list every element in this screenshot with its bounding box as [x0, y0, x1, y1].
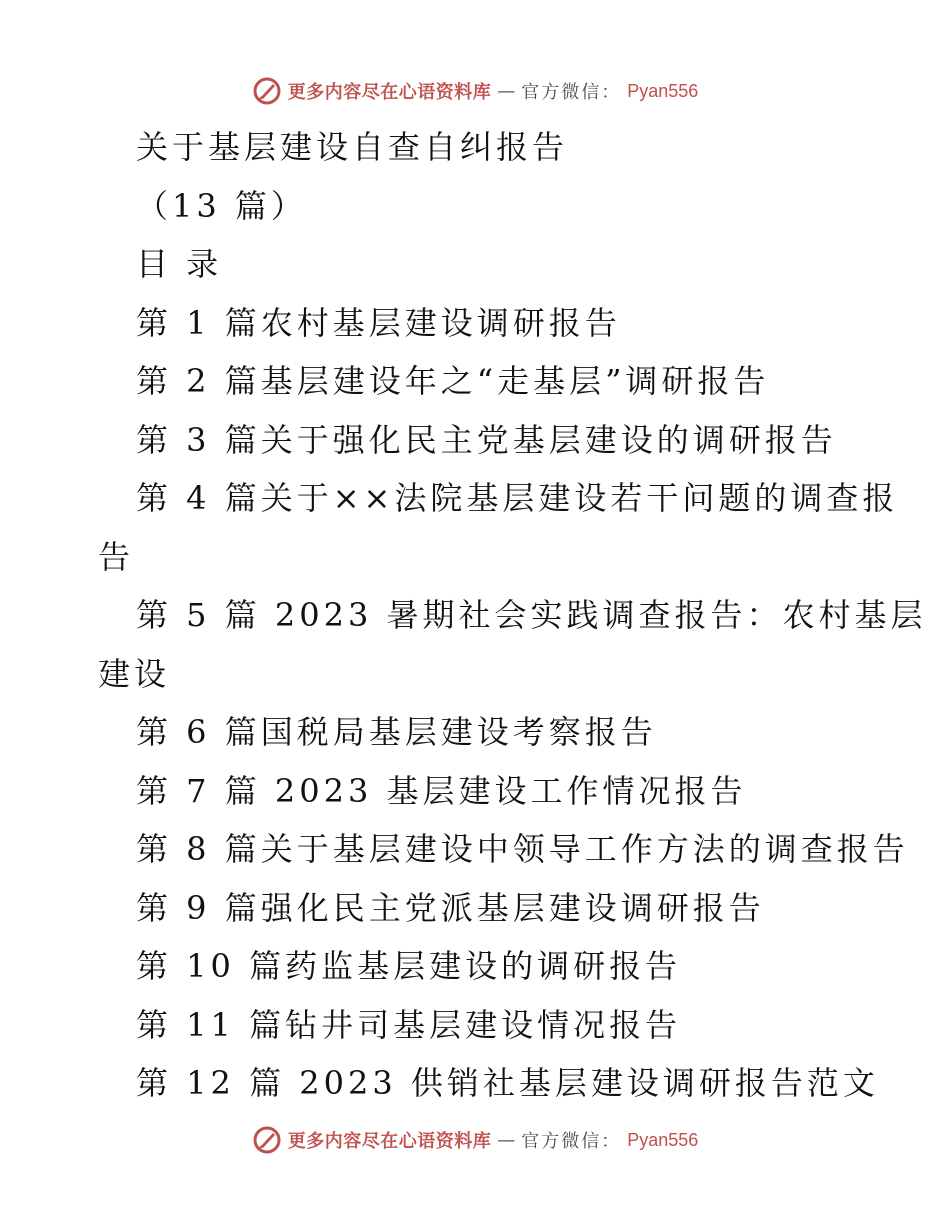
- watermark-dash: —: [497, 80, 516, 102]
- toc-item: 第 10 篇药监基层建设的调研报告: [136, 947, 682, 985]
- toc-item: 第 4 篇关于××法院基层建设若干问题的调查报告: [98, 479, 899, 576]
- toc-item: 第 7 篇 2023 基层建设工作情况报告: [136, 771, 747, 810]
- watermark-wechat-id: Pyan556: [627, 1129, 699, 1150]
- watermark-dash: —: [497, 1129, 516, 1151]
- toc-item: 第 5 篇 2023 暑期社会实践调查报告：农村基层建设: [98, 596, 927, 693]
- watermark-wechat-label: 官方微信：: [521, 82, 622, 103]
- watermark-footer: [0, 1120, 950, 1160]
- quill-logo-icon: [252, 1125, 282, 1155]
- watermark-wechat-label: 官方微信：: [521, 1131, 622, 1152]
- toc-item: 第 8 篇关于基层建设中领导工作方法的调查报告: [136, 830, 909, 868]
- quill-logo-icon: [252, 76, 282, 106]
- toc-heading: 目 录: [136, 245, 223, 283]
- toc-item: 第 2 篇基层建设年之“走基层”调研报告: [136, 362, 770, 400]
- watermark-brand: 更多内容尽在心语资料库: [287, 82, 492, 103]
- document-count: （13 篇）: [136, 186, 307, 225]
- toc-item: 第 12 篇 2023 供销社基层建设调研报告范文: [136, 1064, 879, 1102]
- watermark-wechat-id: Pyan556: [627, 80, 699, 101]
- document-body: [0, 118, 950, 1113]
- watermark-brand: 更多内容尽在心语资料库: [287, 1131, 492, 1152]
- document-title: 关于基层建设自查自纠报告: [136, 128, 569, 166]
- toc-item: 第 1 篇农村基层建设调研报告: [136, 303, 621, 342]
- toc-item: 第 3 篇关于强化民主党基层建设的调研报告: [136, 420, 837, 459]
- watermark-header: [0, 71, 950, 111]
- toc-item: 第 6 篇国税局基层建设考察报告: [136, 713, 657, 751]
- toc-item: 第 11 篇钻井司基层建设情况报告: [136, 1005, 682, 1044]
- toc-item: 第 9 篇强化民主党派基层建设调研报告: [136, 888, 765, 927]
